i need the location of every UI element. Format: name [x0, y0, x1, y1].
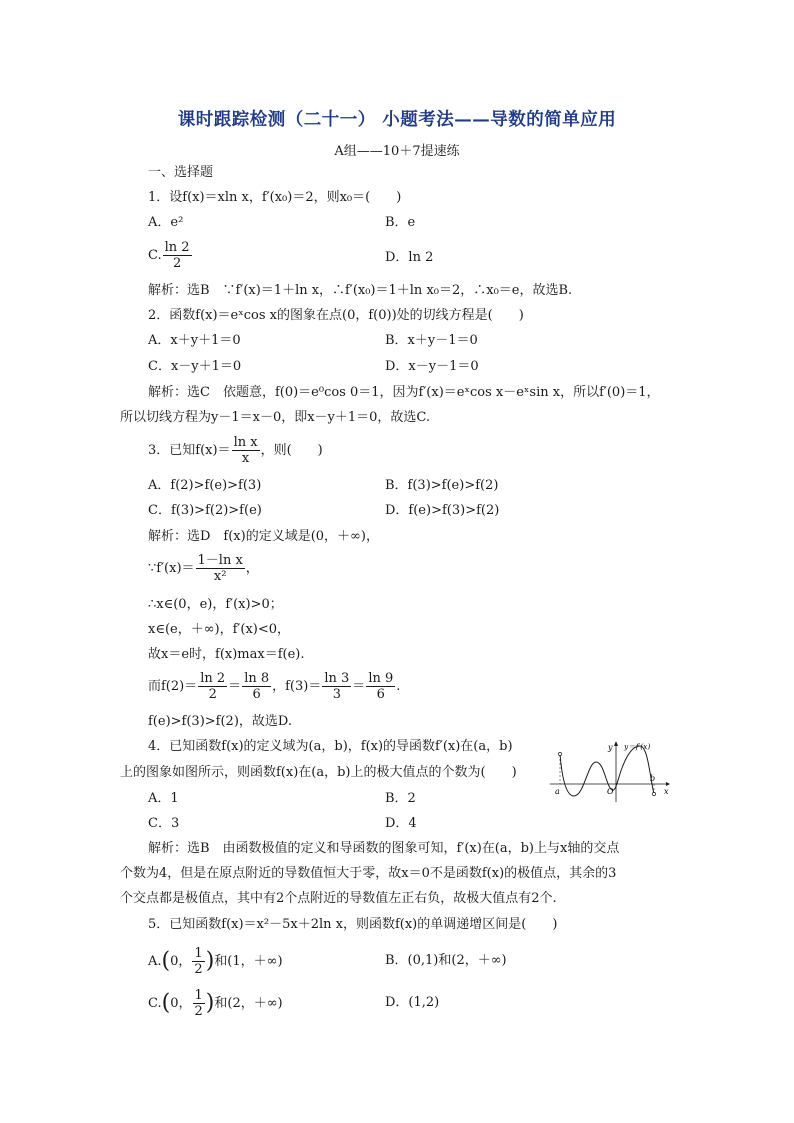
numerator: ln 8 [244, 671, 270, 686]
q3-fraction-ln8 [242, 671, 271, 702]
y-axis-arrow [614, 741, 618, 746]
q3-solution-line4: x∈(e，＋∞)，f′(x)<0， [148, 622, 291, 637]
numerator: ln 3 [324, 671, 350, 686]
q3-solution-line1: 解析：选D f(x)的定义域是(0，＋∞)， [148, 529, 379, 544]
numerator: ln 9 [368, 671, 394, 686]
q3-compare-mid: ，f(3)＝ [272, 679, 322, 694]
numerator: ln x [233, 435, 258, 450]
q1-option-b: B．e [385, 215, 416, 230]
x-axis-arrow [666, 782, 670, 786]
q3-fraction-ln9 [366, 671, 395, 702]
q3-solution-line3: ∴x∈(0，e)，f′(x)>0； [148, 597, 283, 612]
q3-option-b: B．f(3)>f(e)>f(2) [385, 478, 499, 493]
q3-derivative-prefix: ∵f′(x)＝ [148, 561, 195, 576]
q5-option-a [148, 946, 283, 977]
page-title: 课时跟踪检测（二十一） 小题考法——导数的简单应用 [177, 110, 617, 130]
denominator: 6 [376, 687, 385, 702]
q1-option-c-label: C. [148, 248, 162, 263]
denominator: 2 [208, 687, 217, 702]
q2-solution-line2: 所以切线方程为y－1＝x－0，即x－y＋1＝0，故选C. [120, 410, 431, 425]
q3-fraction-ln3 [322, 671, 351, 702]
right-paren: ) [205, 990, 215, 1016]
graph-origin-label: O [607, 787, 614, 796]
graph-a-label: a [555, 787, 560, 796]
q3-option-d: D．f(e)>f(3)>f(2) [385, 503, 500, 518]
q1-stem: 1．设f(x)＝xln x，f′(x₀)＝2，则x₀＝( ) [148, 190, 402, 205]
q4-stem-line2: 上的图象如图所示，则函数f(x)在(a，b)上的极大值点的个数为( ) [120, 765, 517, 780]
q2-stem: 2．函数f(x)＝eˣcos x的图象在点(0，f(0))处的切线方程是( ) [148, 308, 524, 323]
q3-derivative-fraction [196, 553, 245, 584]
numerator: ln 2 [200, 671, 226, 686]
q3-solution-line5: 故x＝e时，f(x)max＝f(e). [148, 647, 305, 662]
q3-compare-prefix: 而f(2)＝ [148, 679, 198, 694]
q2-option-c: C．x－y＋1＝0 [148, 359, 242, 374]
denominator: 3 [332, 687, 341, 702]
q1-option-c [148, 240, 193, 271]
q5-option-a-suffix: 和(1，＋∞) [214, 954, 283, 969]
q2-option-a: A．x＋y＋1＝0 [148, 333, 241, 348]
q4-option-b: B．2 [385, 791, 416, 806]
graph-b-label: b [650, 774, 656, 783]
q4-option-a: A．1 [148, 791, 179, 806]
q3-solution-line6 [148, 671, 400, 702]
q4-solution-line1: 解析：选B 由函数极值的定义和导函数的图象可知，f′(x)在(a，b)上与x轴的交点 [148, 841, 620, 856]
graph-x-label: x [664, 787, 669, 796]
q4-option-d: D．4 [385, 816, 417, 831]
right-paren: ) [205, 948, 215, 974]
q2-option-d: D．x－y－1＝0 [385, 359, 479, 374]
q3-solution-line2 [148, 553, 259, 584]
graph-function-label: y＝f′(x) [624, 742, 651, 751]
numerator: 1 [194, 988, 203, 1003]
q3-compare-end: . [396, 679, 401, 694]
q4-option-c: C．3 [148, 816, 180, 831]
q3-option-c: C．f(3)>f(2)>f(e) [148, 503, 262, 518]
q3-derivative-suffix: ， [245, 561, 259, 576]
q5-stem: 5．已知函数f(x)＝x²－5x＋2ln x，则函数f(x)的单调递增区间是( ) [148, 917, 558, 932]
q1-solution: 解析：选B ∵f′(x)＝1＋ln x，∴f′(x₀)＝1＋ln x₀＝2，∴x₀＝e，故选B. [148, 283, 573, 298]
q2-solution-line1: 解析：选C 依题意，f(0)＝e⁰cos 0＝1，因为f′(x)＝eˣcos x－eˣsin x，所以f′(0)＝1， [148, 385, 660, 400]
q1-option-a: A．e² [148, 215, 184, 230]
q1-option-c-fraction [163, 240, 192, 271]
graph-y-label: y [608, 743, 613, 752]
q5-option-c-fraction [193, 988, 205, 1019]
denominator: 2 [194, 1004, 203, 1019]
derivative-graph [548, 738, 672, 804]
q5-option-c-zero: 0， [170, 996, 192, 1011]
q3-stem-fraction [232, 435, 260, 466]
q2-option-b: B．x＋y－1＝0 [385, 333, 478, 348]
q5-option-c-label: C. [148, 996, 162, 1011]
numerator: 1 [194, 946, 203, 961]
q4-solution-line3: 个交点都是极值点，其中有2个点附近的导数值左正右负，故极大值点有2个. [120, 891, 557, 906]
numerator: 1－ln x [197, 553, 243, 568]
left-paren: ( [161, 948, 171, 974]
numerator: ln 2 [164, 240, 190, 255]
q3-fraction-ln2 [198, 671, 227, 702]
q3-stem [148, 435, 323, 466]
denominator: 2 [172, 256, 182, 271]
q4-solution-line2: 个数为4，但是在原点附近的导数值恒大于零，故x＝0不是函数f(x)的极值点，其余的3 [120, 866, 617, 881]
denominator: 6 [252, 687, 261, 702]
q3-stem-prefix: 3．已知f(x)＝ [148, 443, 231, 458]
denominator: 2 [194, 962, 203, 977]
group-subtitle: A组——10＋7提速练 [334, 144, 460, 159]
q5-option-a-zero: 0， [170, 954, 192, 969]
equals-sign: ＝ [352, 679, 366, 694]
q1-option-d: D．ln 2 [385, 250, 434, 265]
q5-option-b: B．(0,1)和(2，＋∞) [385, 953, 507, 968]
left-paren: ( [161, 990, 171, 1016]
q3-stem-suffix: ，则( ) [260, 443, 323, 458]
q5-option-c [148, 988, 283, 1019]
q3-option-a: A．f(2)>f(e)>f(3) [148, 478, 262, 493]
q5-option-a-label: A. [148, 954, 162, 969]
denominator: x² [213, 569, 227, 584]
equals-sign: ＝ [228, 679, 242, 694]
denominator: x [241, 451, 250, 466]
section-heading: 一、选择题 [148, 165, 214, 180]
q5-option-a-fraction [192, 946, 204, 977]
q3-solution-line7: f(e)>f(3)>f(2)，故选D. [148, 714, 292, 729]
q5-option-d: D．(1,2) [385, 995, 440, 1010]
q5-option-c-suffix: 和(2，＋∞) [214, 996, 283, 1011]
q4-stem-line1: 4．已知函数f(x)的定义域为(a，b)，f(x)的导函数f′(x)在(a，b) [148, 739, 513, 754]
